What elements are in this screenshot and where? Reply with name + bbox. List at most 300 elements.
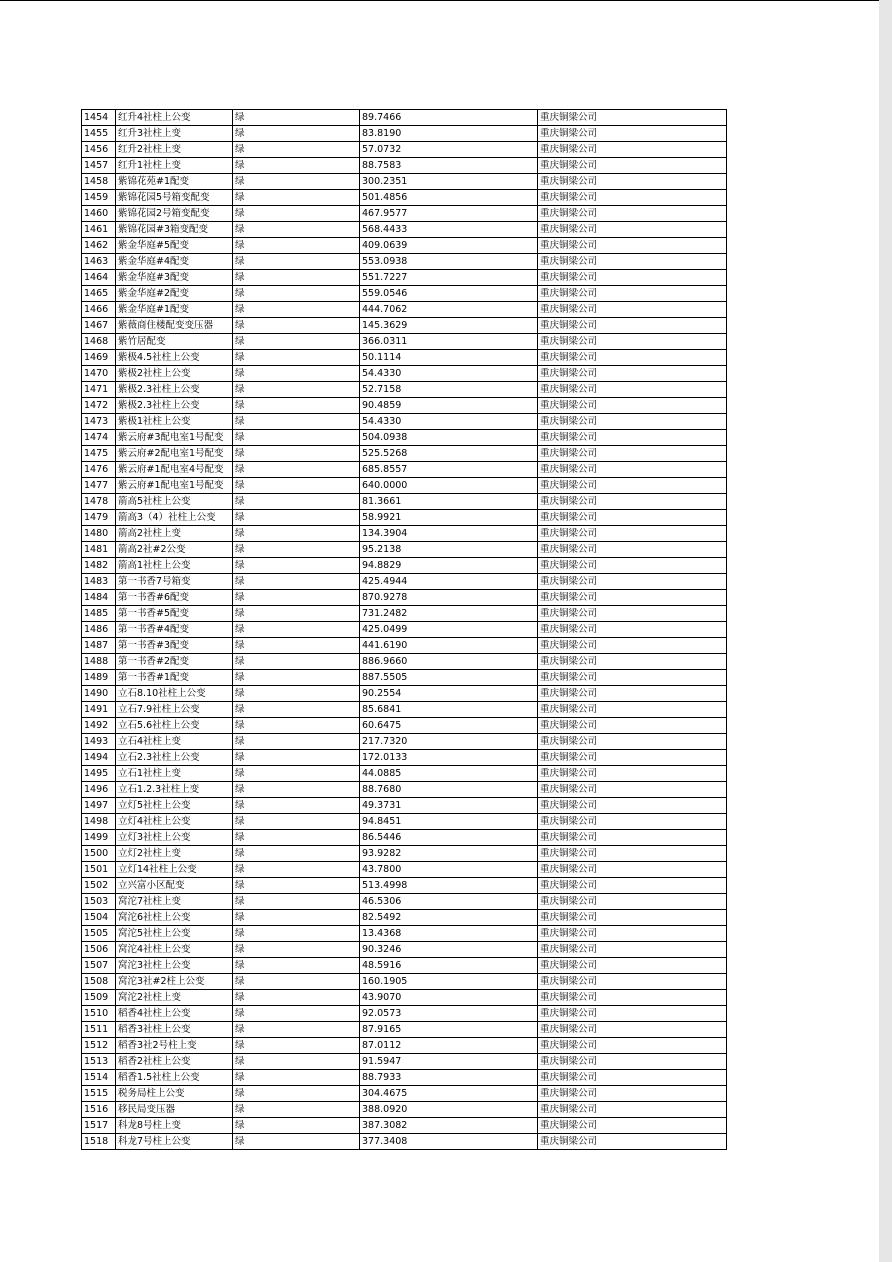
status-cell: 绿 <box>233 206 360 222</box>
value-cell: 525.5268 <box>360 446 538 462</box>
transformer-name-cell: 立灯2社柱上变 <box>116 846 233 862</box>
transformer-name-cell: 箭高3（4）社柱上公变 <box>116 510 233 526</box>
table-row <box>82 110 727 126</box>
transformer-name-cell: 第一书香7号箱变 <box>116 574 233 590</box>
transformer-name-cell: 窝沱7社柱上变 <box>116 894 233 910</box>
company-cell: 重庆铜梁公司 <box>538 862 727 878</box>
company-cell: 重庆铜梁公司 <box>538 606 727 622</box>
row-number-cell: 1489 <box>82 670 116 686</box>
table-row <box>82 430 727 446</box>
transformer-name-cell: 紫金华庭#4配变 <box>116 254 233 270</box>
row-number-cell: 1490 <box>82 686 116 702</box>
row-number-cell: 1516 <box>82 1102 116 1118</box>
table-row <box>82 766 727 782</box>
row-number-cell: 1479 <box>82 510 116 526</box>
status-cell: 绿 <box>233 1070 360 1086</box>
company-cell: 重庆铜梁公司 <box>538 334 727 350</box>
row-number-cell: 1494 <box>82 750 116 766</box>
transformer-name-cell: 第一书香#4配变 <box>116 622 233 638</box>
transformer-name-cell: 红升3社柱上变 <box>116 126 233 142</box>
table-row <box>82 638 727 654</box>
company-cell: 重庆铜梁公司 <box>538 622 727 638</box>
row-number-cell: 1491 <box>82 702 116 718</box>
row-number-cell: 1461 <box>82 222 116 238</box>
transformer-name-cell: 移民局变压器 <box>116 1102 233 1118</box>
row-number-cell: 1509 <box>82 990 116 1006</box>
company-cell: 重庆铜梁公司 <box>538 974 727 990</box>
transformer-name-cell: 立兴富小区配变 <box>116 878 233 894</box>
row-number-cell: 1502 <box>82 878 116 894</box>
company-cell: 重庆铜梁公司 <box>538 1102 727 1118</box>
row-number-cell: 1505 <box>82 926 116 942</box>
table-row <box>82 798 727 814</box>
company-cell: 重庆铜梁公司 <box>538 782 727 798</box>
company-cell: 重庆铜梁公司 <box>538 894 727 910</box>
company-cell: 重庆铜梁公司 <box>538 958 727 974</box>
status-cell: 绿 <box>233 174 360 190</box>
status-cell: 绿 <box>233 334 360 350</box>
value-cell: 82.5492 <box>360 910 538 926</box>
table-row <box>82 830 727 846</box>
status-cell: 绿 <box>233 366 360 382</box>
value-cell: 551.7227 <box>360 270 538 286</box>
value-cell: 425.0499 <box>360 622 538 638</box>
table-row <box>82 878 727 894</box>
table-row <box>82 1022 727 1038</box>
transformer-name-cell: 稻香3社柱上公变 <box>116 1022 233 1038</box>
company-cell: 重庆铜梁公司 <box>538 286 727 302</box>
row-number-cell: 1499 <box>82 830 116 846</box>
table-row <box>82 174 727 190</box>
status-cell: 绿 <box>233 318 360 334</box>
value-cell: 94.8829 <box>360 558 538 574</box>
row-number-cell: 1493 <box>82 734 116 750</box>
table-row <box>82 462 727 478</box>
company-cell: 重庆铜梁公司 <box>538 702 727 718</box>
company-cell: 重庆铜梁公司 <box>538 110 727 126</box>
status-cell: 绿 <box>233 958 360 974</box>
value-cell: 91.5947 <box>360 1054 538 1070</box>
transformer-name-cell: 立灯5社柱上公变 <box>116 798 233 814</box>
row-number-cell: 1482 <box>82 558 116 574</box>
value-cell: 90.4859 <box>360 398 538 414</box>
row-number-cell: 1488 <box>82 654 116 670</box>
row-number-cell: 1503 <box>82 894 116 910</box>
value-cell: 425.4944 <box>360 574 538 590</box>
value-cell: 13.4368 <box>360 926 538 942</box>
company-cell: 重庆铜梁公司 <box>538 462 727 478</box>
value-cell: 90.3246 <box>360 942 538 958</box>
table-row <box>82 1086 727 1102</box>
company-cell: 重庆铜梁公司 <box>538 142 727 158</box>
value-cell: 48.5916 <box>360 958 538 974</box>
row-number-cell: 1518 <box>82 1134 116 1150</box>
table-row <box>82 1054 727 1070</box>
value-cell: 388.0920 <box>360 1102 538 1118</box>
transformer-name-cell: 科龙7号柱上公变 <box>116 1134 233 1150</box>
status-cell: 绿 <box>233 766 360 782</box>
company-cell: 重庆铜梁公司 <box>538 878 727 894</box>
value-cell: 92.0573 <box>360 1006 538 1022</box>
value-cell: 409.0639 <box>360 238 538 254</box>
row-number-cell: 1500 <box>82 846 116 862</box>
table-row <box>82 686 727 702</box>
value-cell: 58.9921 <box>360 510 538 526</box>
row-number-cell: 1517 <box>82 1118 116 1134</box>
row-number-cell: 1464 <box>82 270 116 286</box>
row-number-cell: 1462 <box>82 238 116 254</box>
company-cell: 重庆铜梁公司 <box>538 1022 727 1038</box>
status-cell: 绿 <box>233 910 360 926</box>
company-cell: 重庆铜梁公司 <box>538 926 727 942</box>
company-cell: 重庆铜梁公司 <box>538 510 727 526</box>
value-cell: 172.0133 <box>360 750 538 766</box>
row-number-cell: 1476 <box>82 462 116 478</box>
status-cell: 绿 <box>233 606 360 622</box>
data-table <box>81 109 727 1150</box>
company-cell: 重庆铜梁公司 <box>538 366 727 382</box>
transformer-name-cell: 紫极2社柱上公变 <box>116 366 233 382</box>
transformer-name-cell: 窝沱6社柱上公变 <box>116 910 233 926</box>
value-cell: 86.5446 <box>360 830 538 846</box>
status-cell: 绿 <box>233 270 360 286</box>
row-number-cell: 1501 <box>82 862 116 878</box>
company-cell: 重庆铜梁公司 <box>538 302 727 318</box>
status-cell: 绿 <box>233 718 360 734</box>
table-row <box>82 398 727 414</box>
company-cell: 重庆铜梁公司 <box>538 990 727 1006</box>
value-cell: 300.2351 <box>360 174 538 190</box>
table-row <box>82 990 727 1006</box>
value-cell: 52.7158 <box>360 382 538 398</box>
transformer-name-cell: 第一书香#6配变 <box>116 590 233 606</box>
transformer-name-cell: 紫云府#1配电室4号配变 <box>116 462 233 478</box>
transformer-name-cell: 紫锦花园#3箱变配变 <box>116 222 233 238</box>
table-row <box>82 1006 727 1022</box>
status-cell: 绿 <box>233 846 360 862</box>
transformer-name-cell: 紫云府#2配电室1号配变 <box>116 446 233 462</box>
row-number-cell: 1469 <box>82 350 116 366</box>
company-cell: 重庆铜梁公司 <box>538 1070 727 1086</box>
value-cell: 441.6190 <box>360 638 538 654</box>
row-number-cell: 1472 <box>82 398 116 414</box>
company-cell: 重庆铜梁公司 <box>538 798 727 814</box>
value-cell: 513.4998 <box>360 878 538 894</box>
table-row <box>82 702 727 718</box>
table-row <box>82 542 727 558</box>
table-row <box>82 910 727 926</box>
row-number-cell: 1456 <box>82 142 116 158</box>
value-cell: 50.1114 <box>360 350 538 366</box>
row-number-cell: 1471 <box>82 382 116 398</box>
row-number-cell: 1455 <box>82 126 116 142</box>
row-number-cell: 1511 <box>82 1022 116 1038</box>
company-cell: 重庆铜梁公司 <box>538 574 727 590</box>
status-cell: 绿 <box>233 1086 360 1102</box>
row-number-cell: 1477 <box>82 478 116 494</box>
table-row <box>82 750 727 766</box>
value-cell: 54.4330 <box>360 366 538 382</box>
status-cell: 绿 <box>233 926 360 942</box>
row-number-cell: 1496 <box>82 782 116 798</box>
table-row <box>82 1038 727 1054</box>
company-cell: 重庆铜梁公司 <box>538 254 727 270</box>
transformer-name-cell: 箭高2社#2公变 <box>116 542 233 558</box>
company-cell: 重庆铜梁公司 <box>538 1086 727 1102</box>
status-cell: 绿 <box>233 558 360 574</box>
transformer-name-cell: 稻香1.5社柱上公变 <box>116 1070 233 1086</box>
company-cell: 重庆铜梁公司 <box>538 734 727 750</box>
value-cell: 377.3408 <box>360 1134 538 1150</box>
status-cell: 绿 <box>233 574 360 590</box>
company-cell: 重庆铜梁公司 <box>538 686 727 702</box>
row-number-cell: 1495 <box>82 766 116 782</box>
status-cell: 绿 <box>233 478 360 494</box>
row-number-cell: 1467 <box>82 318 116 334</box>
table-row <box>82 734 727 750</box>
row-number-cell: 1458 <box>82 174 116 190</box>
table-row <box>82 622 727 638</box>
status-cell: 绿 <box>233 734 360 750</box>
row-number-cell: 1492 <box>82 718 116 734</box>
table-row <box>82 1134 727 1150</box>
transformer-name-cell: 紫金华庭#1配变 <box>116 302 233 318</box>
table-row <box>82 814 727 830</box>
value-cell: 54.4330 <box>360 414 538 430</box>
company-cell: 重庆铜梁公司 <box>538 222 727 238</box>
value-cell: 134.3904 <box>360 526 538 542</box>
transformer-name-cell: 立灯14社柱上公变 <box>116 862 233 878</box>
company-cell: 重庆铜梁公司 <box>538 430 727 446</box>
value-cell: 731.2482 <box>360 606 538 622</box>
transformer-name-cell: 税务局柱上公变 <box>116 1086 233 1102</box>
transformer-name-cell: 红升1社柱上变 <box>116 158 233 174</box>
company-cell: 重庆铜梁公司 <box>538 654 727 670</box>
page-top-border <box>0 0 892 1</box>
table-row <box>82 654 727 670</box>
value-cell: 90.2554 <box>360 686 538 702</box>
status-cell: 绿 <box>233 1102 360 1118</box>
transformer-name-cell: 箭高2社柱上变 <box>116 526 233 542</box>
company-cell: 重庆铜梁公司 <box>538 558 727 574</box>
transformer-name-cell: 紫金华庭#2配变 <box>116 286 233 302</box>
value-cell: 57.0732 <box>360 142 538 158</box>
transformer-name-cell: 稻香4社柱上公变 <box>116 1006 233 1022</box>
row-number-cell: 1463 <box>82 254 116 270</box>
company-cell: 重庆铜梁公司 <box>538 414 727 430</box>
status-cell: 绿 <box>233 974 360 990</box>
value-cell: 95.2138 <box>360 542 538 558</box>
table-row <box>82 414 727 430</box>
status-cell: 绿 <box>233 302 360 318</box>
table-row <box>82 718 727 734</box>
status-cell: 绿 <box>233 638 360 654</box>
company-cell: 重庆铜梁公司 <box>538 542 727 558</box>
table-row <box>82 574 727 590</box>
value-cell: 685.8557 <box>360 462 538 478</box>
transformer-name-cell: 紫极2.3社柱上公变 <box>116 398 233 414</box>
value-cell: 870.9278 <box>360 590 538 606</box>
table-row <box>82 894 727 910</box>
transformer-name-cell: 紫竹居配变 <box>116 334 233 350</box>
value-cell: 88.7933 <box>360 1070 538 1086</box>
status-cell: 绿 <box>233 222 360 238</box>
transformer-name-cell: 窝沱3社柱上公变 <box>116 958 233 974</box>
status-cell: 绿 <box>233 1054 360 1070</box>
value-cell: 87.9165 <box>360 1022 538 1038</box>
status-cell: 绿 <box>233 622 360 638</box>
status-cell: 绿 <box>233 670 360 686</box>
value-cell: 304.4675 <box>360 1086 538 1102</box>
status-cell: 绿 <box>233 830 360 846</box>
table-row <box>82 254 727 270</box>
status-cell: 绿 <box>233 654 360 670</box>
company-cell: 重庆铜梁公司 <box>538 1038 727 1054</box>
status-cell: 绿 <box>233 1118 360 1134</box>
transformer-name-cell: 紫锦花苑#1配变 <box>116 174 233 190</box>
status-cell: 绿 <box>233 1134 360 1150</box>
status-cell: 绿 <box>233 238 360 254</box>
row-number-cell: 1486 <box>82 622 116 638</box>
table-row <box>82 206 727 222</box>
row-number-cell: 1487 <box>82 638 116 654</box>
value-cell: 60.6475 <box>360 718 538 734</box>
value-cell: 43.9070 <box>360 990 538 1006</box>
company-cell: 重庆铜梁公司 <box>538 638 727 654</box>
value-cell: 217.7320 <box>360 734 538 750</box>
status-cell: 绿 <box>233 430 360 446</box>
company-cell: 重庆铜梁公司 <box>538 1134 727 1150</box>
table-row <box>82 334 727 350</box>
transformer-name-cell: 箭高5社柱上公变 <box>116 494 233 510</box>
company-cell: 重庆铜梁公司 <box>538 158 727 174</box>
status-cell: 绿 <box>233 158 360 174</box>
company-cell: 重庆铜梁公司 <box>538 478 727 494</box>
table-row <box>82 142 727 158</box>
company-cell: 重庆铜梁公司 <box>538 1054 727 1070</box>
value-cell: 640.0000 <box>360 478 538 494</box>
status-cell: 绿 <box>233 814 360 830</box>
status-cell: 绿 <box>233 894 360 910</box>
table-row <box>82 926 727 942</box>
table-row <box>82 158 727 174</box>
table-row <box>82 526 727 542</box>
company-cell: 重庆铜梁公司 <box>538 766 727 782</box>
value-cell: 387.3082 <box>360 1118 538 1134</box>
table-row <box>82 1118 727 1134</box>
transformer-name-cell: 立石7.9社柱上公变 <box>116 702 233 718</box>
table-row <box>82 606 727 622</box>
transformer-name-cell: 箭高1社柱上公变 <box>116 558 233 574</box>
row-number-cell: 1459 <box>82 190 116 206</box>
status-cell: 绿 <box>233 126 360 142</box>
company-cell: 重庆铜梁公司 <box>538 942 727 958</box>
transformer-name-cell: 第一书香#3配变 <box>116 638 233 654</box>
transformer-name-cell: 紫薇商住楼配变变压器 <box>116 318 233 334</box>
table-row <box>82 1070 727 1086</box>
table-row <box>82 190 727 206</box>
table-row <box>82 350 727 366</box>
row-number-cell: 1478 <box>82 494 116 510</box>
status-cell: 绿 <box>233 862 360 878</box>
table-row <box>82 942 727 958</box>
company-cell: 重庆铜梁公司 <box>538 238 727 254</box>
company-cell: 重庆铜梁公司 <box>538 494 727 510</box>
table-row <box>82 782 727 798</box>
transformer-name-cell: 紫锦花园5号箱变配变 <box>116 190 233 206</box>
scroll-gutter <box>879 0 892 1262</box>
row-number-cell: 1497 <box>82 798 116 814</box>
company-cell: 重庆铜梁公司 <box>538 846 727 862</box>
value-cell: 85.6841 <box>360 702 538 718</box>
status-cell: 绿 <box>233 702 360 718</box>
transformer-name-cell: 稻香3社2号柱上变 <box>116 1038 233 1054</box>
transformer-name-cell: 紫极4.5社柱上公变 <box>116 350 233 366</box>
company-cell: 重庆铜梁公司 <box>538 590 727 606</box>
table-row <box>82 478 727 494</box>
row-number-cell: 1465 <box>82 286 116 302</box>
row-number-cell: 1484 <box>82 590 116 606</box>
value-cell: 43.7800 <box>360 862 538 878</box>
row-number-cell: 1485 <box>82 606 116 622</box>
transformer-name-cell: 科龙8号柱上变 <box>116 1118 233 1134</box>
row-number-cell: 1480 <box>82 526 116 542</box>
value-cell: 94.8451 <box>360 814 538 830</box>
company-cell: 重庆铜梁公司 <box>538 1118 727 1134</box>
row-number-cell: 1506 <box>82 942 116 958</box>
company-cell: 重庆铜梁公司 <box>538 398 727 414</box>
value-cell: 559.0546 <box>360 286 538 302</box>
transformer-name-cell: 窝沱3社#2柱上公变 <box>116 974 233 990</box>
transformer-name-cell: 紫云府#1配电室1号配变 <box>116 478 233 494</box>
value-cell: 568.4433 <box>360 222 538 238</box>
company-cell: 重庆铜梁公司 <box>538 670 727 686</box>
transformer-name-cell: 紫云府#3配电室1号配变 <box>116 430 233 446</box>
value-cell: 93.9282 <box>360 846 538 862</box>
transformer-name-cell: 立灯4社柱上公变 <box>116 814 233 830</box>
transformer-name-cell: 紫金华庭#3配变 <box>116 270 233 286</box>
table-row <box>82 846 727 862</box>
company-cell: 重庆铜梁公司 <box>538 190 727 206</box>
status-cell: 绿 <box>233 254 360 270</box>
table-row <box>82 222 727 238</box>
row-number-cell: 1504 <box>82 910 116 926</box>
company-cell: 重庆铜梁公司 <box>538 270 727 286</box>
value-cell: 366.0311 <box>360 334 538 350</box>
value-cell: 49.3731 <box>360 798 538 814</box>
status-cell: 绿 <box>233 990 360 1006</box>
transformer-name-cell: 稻香2社柱上公变 <box>116 1054 233 1070</box>
row-number-cell: 1468 <box>82 334 116 350</box>
status-cell: 绿 <box>233 798 360 814</box>
table-row <box>82 318 727 334</box>
table-row <box>82 558 727 574</box>
status-cell: 绿 <box>233 526 360 542</box>
table-row <box>82 270 727 286</box>
table-row <box>82 862 727 878</box>
table-row <box>82 670 727 686</box>
row-number-cell: 1473 <box>82 414 116 430</box>
transformer-name-cell: 立灯3社柱上公变 <box>116 830 233 846</box>
row-number-cell: 1514 <box>82 1070 116 1086</box>
company-cell: 重庆铜梁公司 <box>538 750 727 766</box>
row-number-cell: 1498 <box>82 814 116 830</box>
transformer-name-cell: 第一书香#5配变 <box>116 606 233 622</box>
row-number-cell: 1515 <box>82 1086 116 1102</box>
transformer-name-cell: 窝沱5社柱上公变 <box>116 926 233 942</box>
status-cell: 绿 <box>233 462 360 478</box>
transformer-name-cell: 立石5.6社柱上公变 <box>116 718 233 734</box>
